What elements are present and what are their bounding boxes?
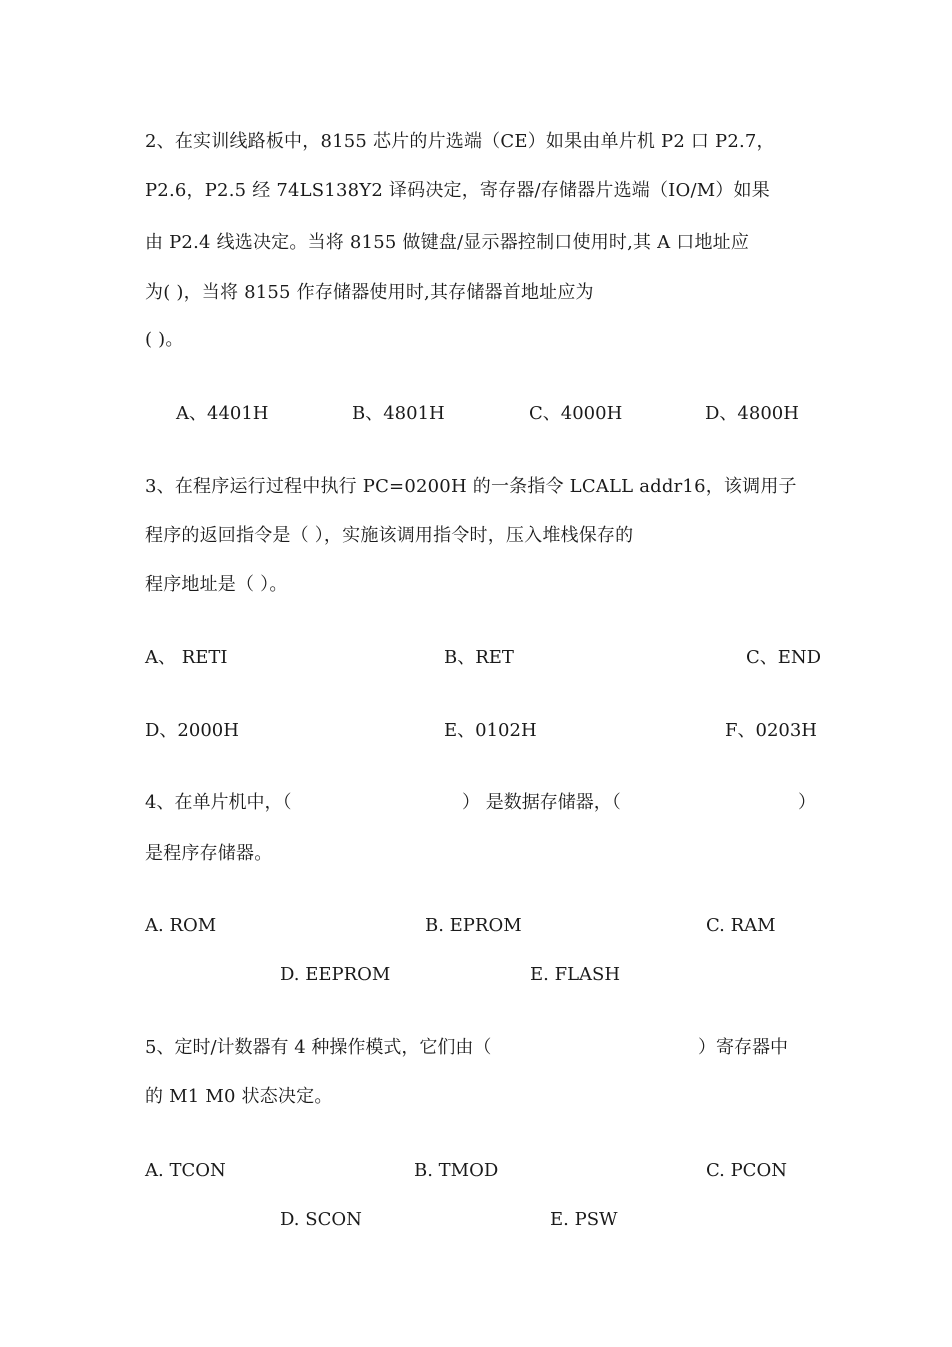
- q2-text-line-4: 为( )，当将 8155 作存储器使用时,其存储器首地址应为: [145, 282, 594, 303]
- q5-text-line-2: 的 M1 M0 状态决定。: [145, 1086, 333, 1107]
- q3-option-e: E、0102H: [444, 720, 537, 741]
- q3-text-line-3: 程序地址是（ ）。: [145, 574, 288, 595]
- q5-text-line-1-part-1: 5、定时/计数器有 4 种操作模式，它们由（: [145, 1037, 492, 1058]
- q5-text-line-1-part-2: ）寄存器中: [698, 1037, 788, 1058]
- q2-text-line-2: P2.6，P2.5 经 74LS138Y2 译码决定，寄存器/存储器片选端（IO/M）如果: [145, 180, 770, 201]
- q3-option-f: F、0203H: [725, 720, 817, 741]
- q4-option-c: C. RAM: [706, 915, 776, 936]
- q4-text-line-2: 是程序存储器。: [145, 843, 273, 864]
- q4-text-line-1-part-2: ） 是数据存储器，（: [462, 792, 621, 813]
- q2-option-d: D、4800H: [705, 403, 799, 424]
- q2-option-b: B、4801H: [352, 403, 445, 424]
- q4-option-b: B. EPROM: [425, 915, 522, 936]
- q3-option-a: A、 RETI: [145, 647, 228, 668]
- q4-text-line-1-part-1: 4、在单片机中，（: [145, 792, 292, 813]
- q2-text-line-3: 由 P2.4 线选决定。当将 8155 做键盘/显示器控制口使用时,其 A 口地址应: [145, 232, 750, 253]
- q5-option-d: D. SCON: [280, 1209, 362, 1230]
- q2-text-line-1: 2、在实训线路板中，8155 芯片的片选端（CE）如果由单片机 P2 口 P2.7，: [145, 131, 775, 152]
- q4-option-d: D. EEPROM: [280, 964, 391, 985]
- q3-text-line-2: 程序的返回指令是（ ），实施该调用指令时，压入堆栈保存的: [145, 525, 634, 546]
- q2-text-line-5: ( )。: [145, 329, 184, 350]
- q2-option-a: A、4401H: [176, 403, 269, 424]
- q3-option-c: C、END: [746, 647, 822, 668]
- q2-option-c: C、4000H: [529, 403, 623, 424]
- q3-option-d: D、2000H: [145, 720, 239, 741]
- q5-option-a: A. TCON: [145, 1160, 226, 1181]
- q5-option-e: E. PSW: [550, 1209, 618, 1230]
- q4-option-a: A. ROM: [145, 915, 217, 936]
- q4-text-line-1-part-3: ）: [798, 792, 816, 813]
- q5-option-b: B. TMOD: [414, 1160, 499, 1181]
- q3-option-b: B、RET: [444, 647, 514, 668]
- q5-option-c: C. PCON: [706, 1160, 787, 1181]
- q3-text-line-1: 3、在程序运行过程中执行 PC=0200H 的一条指令 LCALL addr16，该调用子: [145, 476, 797, 497]
- q4-option-e: E. FLASH: [530, 964, 621, 985]
